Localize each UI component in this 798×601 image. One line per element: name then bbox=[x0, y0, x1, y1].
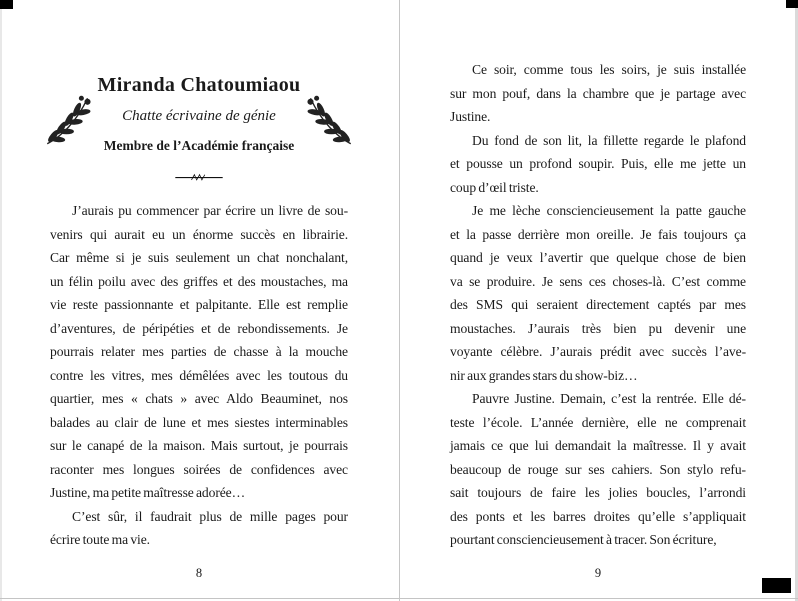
text-line: sur le canapé de la maison. Mais surtout, je pourrais bbox=[50, 438, 348, 453]
scan-corner-mark bbox=[762, 578, 791, 593]
text-line: Car même si je suis seulement un chat nonchalant, bbox=[50, 250, 348, 265]
text-line: beaucoup de rouge sur ses cahiers. Son stylo refu- bbox=[450, 461, 746, 477]
paragraph bbox=[450, 387, 746, 552]
text-line: teste l’école. L’année dernière, elle ne comprenait bbox=[450, 414, 746, 430]
paragraph bbox=[450, 58, 746, 129]
left-page-body bbox=[50, 199, 348, 552]
paragraph bbox=[450, 129, 746, 200]
right-page-body bbox=[450, 0, 746, 552]
page-title: Miranda Chatoumiaou bbox=[97, 74, 301, 96]
paragraph bbox=[450, 199, 746, 387]
text-line: coup d’œil triste. bbox=[450, 179, 539, 195]
text-line: Justine, ma petite maîtresse adorée… bbox=[50, 485, 246, 500]
text-line: et la passe derrière mon oreille. Je fais toujours ça bbox=[450, 226, 746, 242]
text-line: des SMS qui seraient directement captés par mes bbox=[450, 297, 746, 312]
chapter-header bbox=[50, 0, 348, 185]
scan-corner-mark bbox=[786, 0, 798, 8]
text-line: moustaches. J’aurais très bien pu devenir une bbox=[450, 320, 746, 336]
text-line: Justine. bbox=[450, 109, 491, 124]
text-line: quartier, mes « chats » avec Aldo Beauminet, nos bbox=[50, 391, 348, 406]
text-line: Pauvre Justine. Demain, c’est la rentrée. Elle dé- bbox=[472, 391, 746, 406]
text-line: contre les vitres, mes démêlées avec les toutous du bbox=[50, 367, 348, 383]
paragraph bbox=[50, 199, 348, 505]
paragraph bbox=[50, 505, 348, 552]
text-line: sait toujours de faire les jolies boucles, l’arrondi bbox=[450, 485, 746, 500]
laurel-branch-icon bbox=[42, 92, 98, 150]
page-gutter-line bbox=[399, 0, 400, 601]
text-line: pourrais relater mes parties de chasse à la mouche bbox=[50, 344, 348, 359]
text-line: Ce soir, comme tous les soirs, je suis installée bbox=[472, 62, 746, 77]
text-line: Du fond de son lit, la fillette regarde le plafond bbox=[472, 132, 746, 148]
text-line: des ponts et les barres droites qu’elle s’appliquait bbox=[450, 508, 746, 524]
text-line: raconter mes longues soirées de confidences avec bbox=[50, 461, 348, 477]
right-page bbox=[450, 0, 746, 552]
scan-corner-mark bbox=[0, 0, 13, 9]
page-number-left: 8 bbox=[195, 566, 203, 580]
text-line: écrire toute ma vie. bbox=[50, 532, 150, 547]
squiggle-divider-icon bbox=[50, 169, 348, 185]
text-line: sur mon pouf, dans la chambre que je partage avec bbox=[450, 85, 746, 101]
text-line: balades au clair de lune et mes siestes interminables bbox=[50, 414, 348, 430]
page-number-right: 9 bbox=[594, 566, 602, 580]
scan-edge-left bbox=[0, 0, 2, 601]
text-line: va se produire. Je sens ces choses-là. C’est comme bbox=[450, 273, 746, 289]
text-line: d’aventures, de péripéties et de rebondissements. Je bbox=[50, 320, 348, 336]
text-line: nir aux grandes stars du show-biz… bbox=[450, 367, 638, 383]
text-line: et pousse un profond soupir. Puis, elle me jette un bbox=[450, 156, 746, 171]
text-line: voyante célèbre. J’aurais prédit avec succès l’ave- bbox=[450, 344, 746, 359]
text-line: quand je veux l’avertir que quelque chose de bien bbox=[450, 250, 746, 265]
text-line: Je me lèche consciencieusement la patte gauche bbox=[472, 203, 746, 218]
text-line: un félin poilu avec des griffes et des moustaches, ma bbox=[50, 273, 348, 289]
laurel-branch-icon bbox=[300, 92, 356, 150]
text-line: venirs qui aurait eu un énorme succès en librairie. bbox=[50, 226, 348, 242]
page-subtitle: Chatte écrivaine de génie bbox=[122, 108, 276, 124]
left-page bbox=[50, 0, 348, 552]
page-affiliation: Membre de l’Académie française bbox=[103, 138, 295, 153]
text-line: J’aurais pu commencer par écrire un livre de sou- bbox=[72, 203, 348, 218]
text-line: jamais ce que lui demandait la maîtresse. Il y avait bbox=[450, 438, 746, 453]
text-line: vie reste passionnante et palpitante. Elle est remplie bbox=[50, 297, 348, 312]
text-line: C’est sûr, il faudrait plus de mille pages pour bbox=[72, 508, 348, 524]
text-line: pourtant consciencieusement à tracer. Son écriture, bbox=[450, 532, 717, 547]
